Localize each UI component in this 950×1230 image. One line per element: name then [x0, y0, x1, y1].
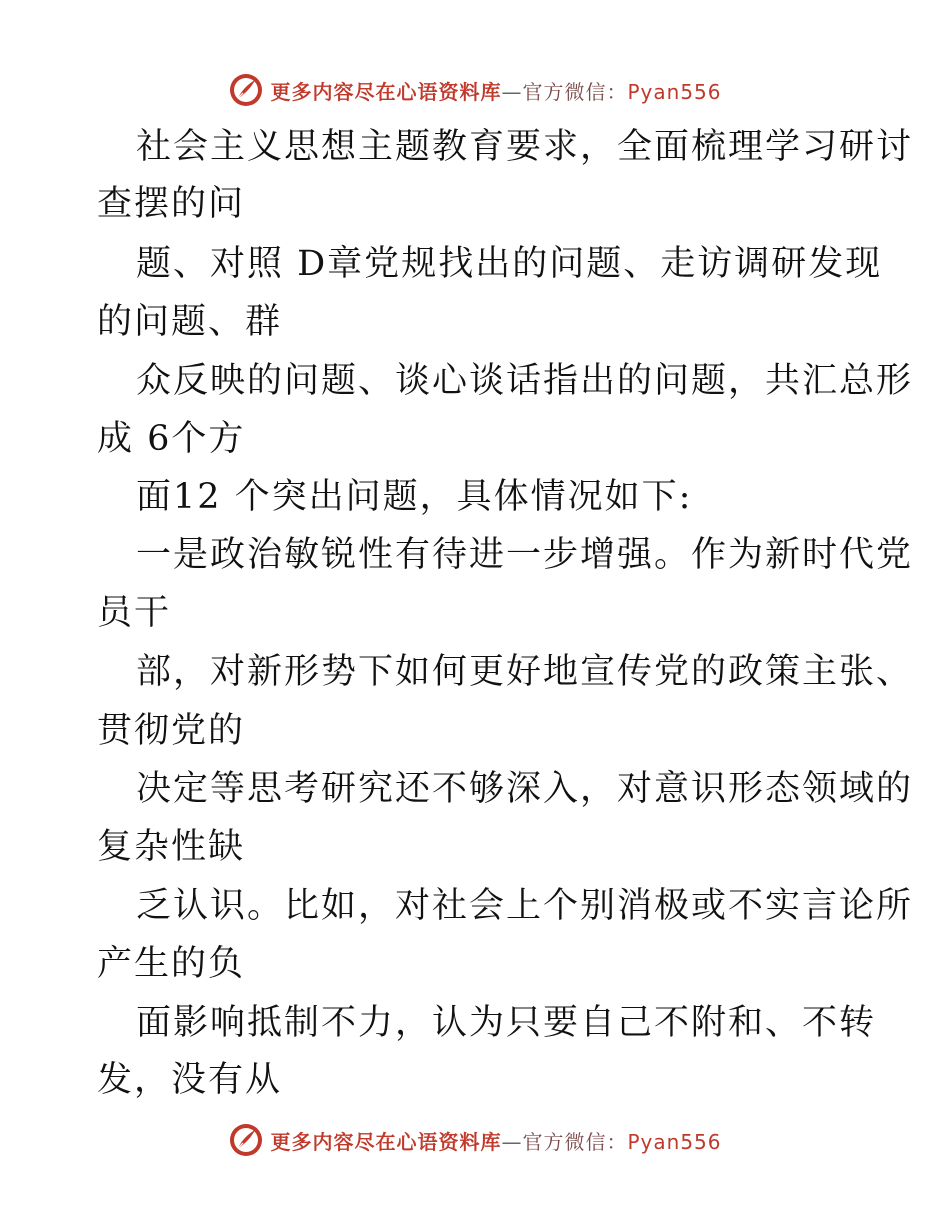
text-line: 社会主义思想主题教育要求，全面梳理学习研讨 [136, 127, 914, 167]
header-banner [0, 70, 950, 110]
text-line: 成 6个方 [97, 419, 246, 459]
banner-wechat-id: Pyan556 [627, 1129, 722, 1154]
text-line: 产生的负 [97, 944, 246, 984]
banner-separator: — [501, 1129, 523, 1154]
text-line: 复杂性缺 [97, 827, 246, 867]
text-line: 的问题、群 [97, 302, 283, 342]
text-line: 乏认识。比如，对社会上个别消极或不实言论所 [136, 886, 914, 926]
text-line: 面12 个突出问题，具体情况如下: [136, 477, 693, 517]
text-line: 面影响抵制不力，认为只要自己不附和、不转 [136, 1003, 877, 1043]
text-line: 众反映的问题、谈心谈话指出的问题，共汇总形 [136, 361, 914, 401]
banner-brand-text: 更多内容尽在心语资料库 [270, 1129, 502, 1154]
banner-separator: — [501, 79, 523, 104]
banner-text [270, 76, 721, 105]
feather-pen-logo-icon [228, 72, 264, 108]
banner-brand-text: 更多内容尽在心语资料库 [270, 79, 502, 104]
feather-pen-logo-icon [228, 1122, 264, 1158]
banner-wechat-id: Pyan556 [627, 79, 722, 104]
text-line: 一是政治敏锐性有待进一步增强。作为新时代党 [136, 535, 914, 575]
banner-wechat-label: 官方微信： [522, 79, 628, 104]
text-line: 部，对新形势下如何更好地宣传党的政策主张、 [136, 652, 914, 692]
text-line: 员干 [97, 593, 172, 633]
footer-banner [0, 1120, 950, 1160]
text-line: 查摆的问 [97, 184, 246, 224]
text-line: 题、对照 D章党规找出的问题、走访调研发现 [136, 244, 883, 284]
banner-wechat-label: 官方微信： [522, 1129, 628, 1154]
banner-text [270, 1126, 721, 1155]
text-line: 发，没有从 [97, 1060, 283, 1100]
text-line: 决定等思考研究还不够深入，对意识形态领域的 [136, 769, 914, 809]
text-line: 贯彻党的 [97, 711, 246, 751]
